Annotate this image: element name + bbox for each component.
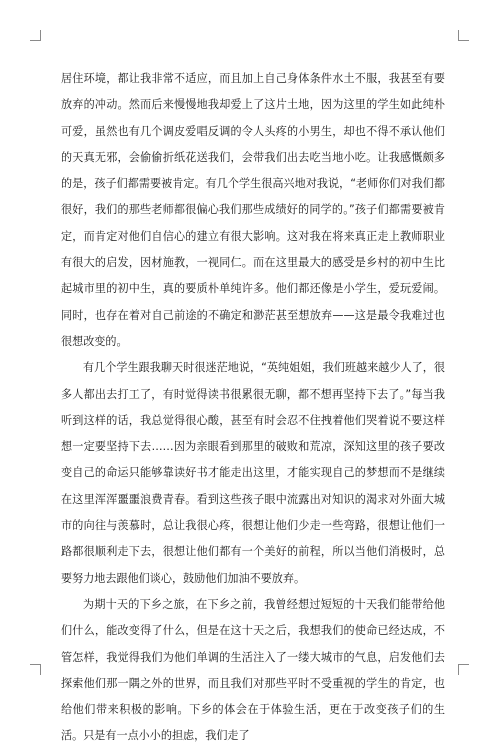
crop-mark-bottom-right [458,664,469,675]
paragraph-2: 有几个学生跟我聊天时很迷茫地说，“英纯姐姐，我们班越来越少人了，很多人都出去打工了，有时觉得读书很累很无聊，都不想再坚持下去了。”每当我听到这样的话，我总觉得很心酸，甚至有时会忍不住拽着他们哭着说不要这样想一定要坚持下去……因为亲眼看到那里的破败和荒凉，深知这里的孩子要改变自己的命运只能够靠读好书才能走出这里，才能实现自己的梦想而不是继续在这里浑浑噩噩浪费青春。看到这些孩子眼中流露出对知识的渴求对外面大城市的向往与羡慕时，总让我很心疼，很想让他们少走一些弯路，很想让他们一路都很顺利走下去，很想让他们都有一个美好的前程，所以当他们消极时，总要努力地去跟他们谈心，鼓励他们加油不要放弃。 [61,361,445,585]
crop-mark-top-left [30,30,41,41]
crop-mark-bottom-left [30,664,41,675]
paragraph-3: 为期十天的下乡之旅，在下乡之前，我曾经想过短短的十天我们能带给他们什么，能改变得了什么，但是在这十天之后，我想我们的使命已经达成，不管怎样，我觉得我们为他们单调的生活注入了一缕大城市的气息，启发他们去探索他们那一隅之外的世界，而且我们对那些平时不受重视的学生的肯定，也给他们带来积极的影响。下乡的体会在于体验生活，更在于改变孩子们的生活。只是有一点小小的担虑，我们走了 [61,597,445,743]
crop-mark-top-right [458,30,469,41]
document-body [61,66,445,750]
paragraph-1: 居住环境，都让我非常不适应，而且加上自己身体条件水土不服，我甚至有要放弃的冲动。然而后来慢慢地我却爱上了这片土地，因为这里的学生如此纯朴可爱，虽然也有几个调皮爱唱反调的令人头疼的小男生，却也不得不承认他们的天真无邪，会偷偷折纸花送我们，会带我们出去吃当地小吃。让我感慨颇多的是，孩子们都需要被肯定。有几个学生很高兴地对我说，“老师你们对我们都很好，我们的那些老师都很偏心我们那些成绩好的同学的。”孩子们都需要被肯定，而肯定对他们自信心的建立有很大影响。这对我在将来真正走上教师职业有很大的启发，因材施教，一视同仁。而在这里最大的感受是乡村的初中生比起城市里的初中生，真的要质朴单纯许多。他们都还像是小学生，爱玩爱闹。同时，也存在着对自己前途的不确定和渺茫甚至想放弃——这是最令我难过也很想改变的。 [61,72,445,348]
